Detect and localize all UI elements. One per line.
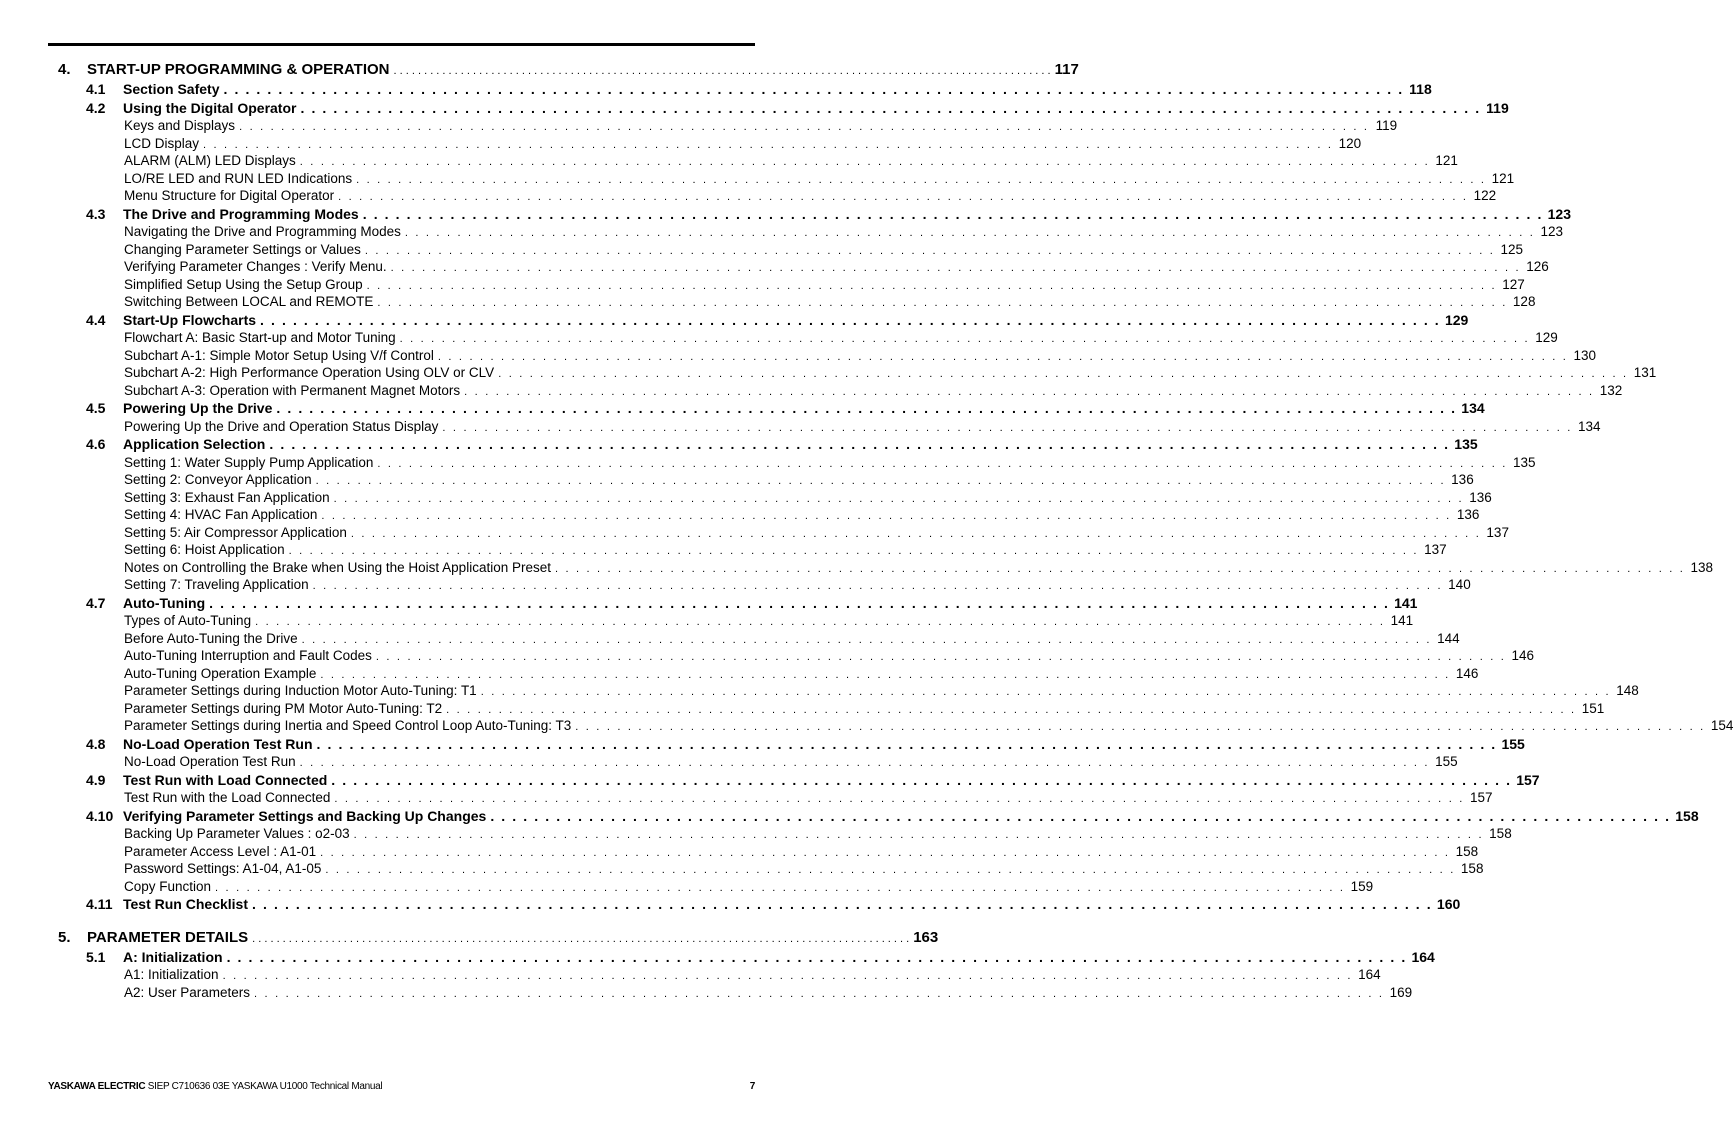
toc-page-number: 121 bbox=[1491, 170, 1515, 186]
toc-title: Auto-Tuning bbox=[123, 594, 206, 611]
toc-leader-dots: . . . . . . . . . . . . . . . . . . . . . . . . . . . . . . . . . . . . . . . . . . . . . . . . . . . . . . . . . . . . . . . . . . . . . . . . . . . . . . . . . . . . . . . . . . . . . . . . . . . . . . . . . . . . bbox=[239, 121, 1370, 133]
toc-leader-dots: . . . . . . . . . . . . . . . . . . . . . . . . . . . . . . . . . . . . . . . . . . . . . . . . . . . . . . . . . . . . . . . . . . . . . . . . . . . . . . . . . . . . . . . . . . . . . . . . . . . . . . . . . . . . bbox=[331, 771, 1512, 788]
toc-chapter-row[interactable] bbox=[58, 927, 939, 948]
toc-item-row[interactable] bbox=[58, 382, 1623, 400]
toc-item-row[interactable] bbox=[58, 700, 1605, 718]
toc-section-row[interactable] bbox=[58, 205, 1571, 224]
toc-number: 4.4 bbox=[86, 311, 106, 328]
toc-page-number: 117 bbox=[1054, 61, 1079, 78]
toc-page-number: 158 bbox=[1455, 843, 1479, 859]
toc-leader-dots: . . . . . . . . . . . . . . . . . . . . . . . . . . . . . . . . . . . . . . . . . . . . . . . . . . . . . . . . . . . . . . . . . . . . . . . . . . . . . . . . . . . . . . . . . . . . . . . . . . . . . . . . . . . . bbox=[222, 970, 1353, 982]
toc-number: 4.1 bbox=[86, 81, 106, 97]
toc-item-row[interactable] bbox=[58, 506, 1480, 524]
toc-page-number: 135 bbox=[1512, 454, 1536, 470]
toc-item-row[interactable] bbox=[58, 682, 1639, 700]
toc-page-number: 155 bbox=[1435, 754, 1458, 769]
toc-leader-dots: . . . . . . . . . . . . . . . . . . . . . . . . . . . . . . . . . . . . . . . . . . . . . . . . . . . . . . . . . . . . . . . . . . . . . . . . . . . . . . . . . . . . . . . . . . . . . . . . . . . . . . . . . . . . bbox=[315, 475, 1446, 487]
toc-title: Setting 1: Water Supply Pump Application bbox=[124, 454, 374, 470]
toc-number: 4.11 bbox=[86, 896, 113, 912]
toc-leader-dots: . . . . . . . . . . . . . . . . . . . . . . . . . . . . . . . . . . . . . . . . . . . . . . . . . . . . . . . . . . . . . . . . . . . . . . . . . . . . . . . . . . . . . . . . . . . . . . . . . . . . . . . . . . . . bbox=[437, 350, 1568, 363]
toc-page-number: 121 bbox=[1435, 153, 1458, 168]
toc-leader-dots: . . . . . . . . . . . . . . . . . . . . . . . . . . . . . . . . . . . . . . . . . . . . . . . . . . . . . . . . . . . . . . . . . . . . . . . . . . . . . . . . . . . . . . . . . . . . . . . . . . . . . . . . . . . . bbox=[399, 333, 1530, 345]
toc-title: Types of Auto-Tuning bbox=[124, 613, 252, 628]
toc-page-number: 131 bbox=[1633, 365, 1657, 380]
toc-page-number: 123 bbox=[1547, 205, 1571, 222]
toc-page-number: 169 bbox=[1389, 984, 1413, 1000]
toc-title: Flowchart A: Basic Start-up and Motor Tuning bbox=[124, 330, 396, 345]
toc-number: 4.8 bbox=[86, 735, 106, 752]
toc-title: Start-Up Flowcharts bbox=[123, 311, 257, 328]
toc-item-row[interactable] bbox=[58, 524, 1509, 542]
toc-title: LCD Display bbox=[124, 135, 200, 151]
toc-title: The Drive and Programming Modes bbox=[123, 205, 359, 222]
toc-item-row[interactable] bbox=[58, 170, 1515, 188]
toc-chapter-row[interactable] bbox=[58, 59, 1079, 80]
toc-item-row[interactable] bbox=[58, 223, 1563, 241]
toc-page-number: 136 bbox=[1456, 507, 1480, 522]
toc-page-number: 136 bbox=[1451, 472, 1474, 487]
toc-page-number: 158 bbox=[1675, 807, 1699, 824]
toc-leader-dots: . . . . . . . . . . . . . . . . . . . . . . . . . . . . . . . . . . . . . . . . . . . . . . . . . . . . . . . . . . . . . . . . . . . . . . . . . . . . . . . . . . . . . . . . . . . . . . . . . . . . . . . . . . . . bbox=[260, 311, 1441, 328]
toc-section-row[interactable] bbox=[58, 594, 1418, 613]
toc-item-row[interactable] bbox=[58, 789, 1493, 807]
toc-leader-dots: . . . . . . . . . . . . . . . . . . . . . . . . . . . . . . . . . . . . . . . . . . . . . . . . . . . . . . . . . . . . . . . . . . . . . . . . . . . . . . . . . . . . . . . . . . . . . . . . . . . . . . . . . . . . bbox=[226, 948, 1407, 965]
toc-page-number: 130 bbox=[1573, 347, 1596, 363]
toc-number: 5.1 bbox=[86, 948, 106, 965]
toc-leader-dots: . . . . . . . . . . . . . . . . . . . . . . . . . . . . . . . . . . . . . . . . . . . . . . . . . . . . . . . . . . . . . . . . . . . . . . . . . . . . . . . . . . . . . . . . . . . . . . . . . . . . . . . . . . . . bbox=[269, 436, 1450, 452]
page-footer bbox=[48, 1081, 755, 1092]
toc-page-number: 158 bbox=[1489, 826, 1512, 841]
toc-title: No-Load Operation Test Run bbox=[124, 754, 296, 769]
toc-title: START-UP PROGRAMMING & OPERATION bbox=[87, 61, 390, 78]
toc-page-number: 137 bbox=[1424, 542, 1447, 557]
toc-number: 4.10 bbox=[86, 807, 114, 824]
toc-leader-dots: . . . . . . . . . . . . . . . . . . . . . . . . . . . . . . . . . . . . . . . . . . . . . . . . . . . . . . . . . . . . . . . . . . . . . . . . . . . . . . . . . . . . . . . . . . . . . . . . . . . . . . . . . . . . bbox=[480, 686, 1611, 698]
toc-page-number: 134 bbox=[1461, 400, 1485, 416]
toc-page-number: 119 bbox=[1486, 99, 1509, 116]
toc-page-number: 158 bbox=[1460, 861, 1484, 876]
toc-number: 4.6 bbox=[86, 436, 106, 452]
toc-number: 4.2 bbox=[86, 99, 106, 116]
toc-page-number: 134 bbox=[1577, 418, 1601, 434]
toc-leader-dots: . . . . . . . . . . . . . . . . . . . . . . . . . . . . . . . . . . . . . . . . . . . . . . . . . . . . . . . . . . . . . . . . . . . . . . . . . . . . . . . . . . . . . . . . . . . . . . . . . . . . . . . . . . . . bbox=[334, 793, 1465, 805]
toc-page-number: 119 bbox=[1375, 118, 1398, 133]
toc-title: A1: Initialization bbox=[124, 967, 219, 982]
footer-doc-title: SIEP C710636 03E YASKAWA U1000 Technical Manual bbox=[145, 1081, 383, 1092]
toc-title: Setting 4: HVAC Fan Application bbox=[124, 507, 318, 522]
toc-section-row[interactable] bbox=[58, 399, 1485, 418]
toc-title: Powering Up the Drive and Operation Status Display bbox=[124, 418, 439, 434]
toc-leader-dots: . . . . . . . . . . . . . . . . . . . . . . . . . . . . . . . . . . . . . . . . . . . . . . . . . . . . . . . . . . . . . . . . . . . . . . . . . . . . . . . . . . . . . . . . . . . . . . . . . . . . . . . . . . . . bbox=[366, 279, 1497, 292]
toc-number: 4.7 bbox=[86, 594, 106, 611]
toc-page-number: 123 bbox=[1540, 224, 1563, 239]
toc-item-row[interactable] bbox=[58, 753, 1458, 771]
table-of-contents bbox=[58, 59, 1733, 1001]
toc-item-row[interactable] bbox=[58, 241, 1523, 259]
toc-item-row[interactable] bbox=[58, 541, 1447, 559]
toc-page-number: 144 bbox=[1437, 630, 1460, 646]
toc-leader-dots: . . . . . . . . . . . . . . . . . . . . . . . . . . . . . . . . . . . . . . . . . . . . . . . . . . . . . . . . . . . . . . . . . . . . . . . . . . . . . . . . . . . . . . . . . . . . . . . . . . . . . . . . . . . . bbox=[255, 616, 1386, 628]
toc-title: Setting 6: Hoist Application bbox=[124, 542, 285, 557]
toc-title: Using the Digital Operator bbox=[123, 99, 297, 116]
toc-leader-dots: . . . . . . . . . . . . . . . . . . . . . . . . . . . . . . . . . . . . . . . . . . . . . . . . . . . . . . . . . . . . . . . . . . . . . . . . . . . . . . . . . . . . . . . . . . . . . . . . . . . . . . . . . . . . bbox=[377, 457, 1508, 470]
toc-title: Switching Between LOCAL and REMOTE bbox=[124, 294, 374, 309]
toc-leader-dots: . . . . . . . . . . . . . . . . . . . . . . . . . . . . . . . . . . . . . . . . . . . . . . . . . . . . . . . . . . . . . . . . . . . . . . . . . . . . . . . . . . . . . . . . . . . . . . . . . . . . . . . . . . . . bbox=[276, 400, 1457, 416]
toc-item-row[interactable] bbox=[58, 329, 1558, 347]
toc-title: ALARM (ALM) LED Displays bbox=[124, 153, 296, 168]
toc-leader-dots: . . . . . . . . . . . . . . . . . . . . . . . . . . . . . . . . . . . . . . . . . . . . . . . . . . . . . . . . . . . . . . . . . . . . . . . . . . . . . . . . . . . . . . . . . . . . . . . . . . . . . . . . . . . . bbox=[442, 421, 1573, 434]
toc-title: Test Run with Load Connected bbox=[123, 771, 328, 788]
toc-page-number: 141 bbox=[1390, 613, 1414, 628]
toc-title: Section Safety bbox=[123, 81, 220, 97]
toc-number: 4.5 bbox=[86, 400, 106, 416]
toc-number: 4. bbox=[58, 61, 71, 78]
toc-page-number: 128 bbox=[1512, 294, 1536, 309]
toc-item-row[interactable] bbox=[58, 489, 1492, 507]
toc-leader-dots: . . . . . . . . . . . . . . . . . . . . . . . . . . . . . . . . . . . . . . . . . . . . . . . . . . . . . . . . . . . . . . . . . . . . . . . . . . . . . . . . . . . . . . . . . . . . . . . . . . . . . . . . . . . . bbox=[320, 846, 1451, 859]
toc-page-number: 135 bbox=[1454, 436, 1478, 452]
toc-item-row[interactable] bbox=[58, 576, 1471, 594]
toc-leader-dots: . . . . . . . . . . . . . . . . . . . . . . . . . . . . . . . . . . . . . . . . . . . . . . . . . . . . . . . . . . . . . . . . . . . . . . . . . . . . . . . . . . . . . . . . . . . . . . . . . . . . . . . . . . . . bbox=[362, 205, 1543, 222]
toc-item-row[interactable] bbox=[58, 630, 1460, 648]
toc-leader-dots: . . . . . . . . . . . . . . . . . . . . . . . . . . . . . . . . . . . . . . . . . . . . . . . . . . . . . . . . . . . . . . . . . . . . . . . . . . . . . . . . . . . . . . . . . . . . . . . . . . . . . . . . . . . . bbox=[301, 633, 1432, 646]
toc-page-number: 132 bbox=[1599, 382, 1623, 398]
toc-title: Setting 7: Traveling Application bbox=[124, 577, 309, 592]
toc-number: 4.9 bbox=[86, 771, 106, 788]
toc-leader-dots: . . . . . . . . . . . . . . . . . . . . . . . . . . . . . . . . . . . . . . . . . . . . . . . . . . . . . . . . . . . . . . . . . . . . . . . . . . . . . . . . . . . . . . . . . . . . . . . . . . . . . . . . . . . . bbox=[554, 562, 1686, 575]
toc-section-row[interactable] bbox=[58, 99, 1509, 118]
toc-page-number: 151 bbox=[1581, 700, 1605, 716]
toc-leader-dots: . . . . . . . . . . . . . . . . . . . . . . . . . . . . . . . . . . . . . . . . . . . . . . . . . . . . . . . . . . . . . . . . . . . . . . . . . . . . . . . . . . . . . . . . . . . . . . . . . . . . . . . . . . . . bbox=[377, 297, 1508, 309]
toc-leader-dots: . . . . . . . . . . . . . . . . . . . . . . . . . . . . . . . . . . . . . . . . . . . . . . . . . . . . . . . . . . . . . . . . . . . . . . . . . . . . . . . . . . . . . . . . . . . . . . . . . . . . . . . . . . . . bbox=[325, 864, 1456, 876]
toc-leader-dots: . . . . . . . . . . . . . . . . . . . . . . . . . . . . . . . . . . . . . . . . . . . . . . . . . . . . . . . . . . . . . . . . . . . . . . . . . . . . . . . . . . . . . . . . . . . . . . . . . . . . . . . . . . . . bbox=[350, 527, 1481, 540]
footer-brand: YASKAWA ELECTRIC bbox=[48, 1081, 146, 1092]
toc-title: Parameter Settings during Inertia and Speed Control Loop Auto-Tuning: T3 bbox=[124, 718, 572, 733]
toc-item-row[interactable] bbox=[58, 152, 1458, 170]
toc-page-number: 129 bbox=[1444, 311, 1469, 328]
toc-title: Setting 3: Exhaust Fan Application bbox=[124, 489, 330, 505]
toc-leader-dots: . . . . . . . . . . . . . . . . . . . . . . . . . . . . . . . . . . . . . . . . . . . . . . . . . . . . . . . . . . . . . . . . . . . . . . . . . . . . . . . . . . . . . . . . . . . . . . . . . . . . . . . . . . . . bbox=[446, 703, 1577, 716]
toc-number: 4.3 bbox=[86, 205, 106, 222]
toc-title: Subchart A-3: Operation with Permanent Magnet Motors bbox=[124, 382, 461, 398]
toc-page-number: 154 bbox=[1710, 718, 1733, 733]
toc-title: Test Run with the Load Connected bbox=[124, 790, 331, 805]
footer-text bbox=[48, 1081, 382, 1092]
toc-page-number: 160 bbox=[1436, 896, 1461, 912]
toc-leader-dots: . . . . . . . . . . . . . . . . . . . . . . . . . . . . . . . . . . . . . . . . . . . . . . . . . . . . . . . . . . . . . . . . . . . . . . . . . . . . . . . . . . . . . . . . . . . . . . . . . . . . . . . . . . . . bbox=[498, 368, 1629, 380]
toc-title: Navigating the Drive and Programming Modes bbox=[124, 224, 401, 239]
toc-title: Subchart A-1: Simple Motor Setup Using V/f Control bbox=[124, 347, 434, 363]
toc-leader-dots: . . . . . . . . . . . . . . . . . . . . . . . . . . . . . . . . . . . . . . . . . . . . . . . . . . . . . . . . . . . . . . . . . . . . . . . . . . . . . . . . . . . . . . . . . . . . . . . . . . . . . . . . . . . . bbox=[223, 81, 1404, 97]
toc-title: Verifying Parameter Changes : Verify Menu. bbox=[124, 259, 387, 274]
toc-section-row[interactable] bbox=[58, 311, 1469, 330]
toc-title: Before Auto-Tuning the Drive bbox=[124, 630, 298, 646]
toc-page-number: 164 bbox=[1358, 967, 1381, 982]
toc-leader-dots: . . . . . . . . . . . . . . . . . . . . . . . . . . . . . . . . . . . . . . . . . . . . . . . . . . . . . . . . . . . . . . . . . . . . . . . . . . . . . . . . . . . . . . . . . . . . . . . . . . . . . . . . . . . . bbox=[490, 807, 1671, 824]
toc-leader-dots: . . . . . . . . . . . . . . . . . . . . . . . . . . . . . . . . . . . . . . . . . . . . . . . . . . . . . . . . . . . . . . . . . . . . . . . . . . . . . . . . . . . . . . . . . . . . . . . . . . . . . . . . . . . . bbox=[299, 757, 1430, 769]
toc-title: Auto-Tuning Operation Example bbox=[124, 665, 317, 681]
top-rule bbox=[48, 43, 755, 46]
toc-page-number: 122 bbox=[1473, 188, 1497, 203]
toc-leader-dots: . . . . . . . . . . . . . . . . . . . . . . . . . . . . . . . . . . . . . . . . . . . . . . . . . . . . . . . . . . . . . . . . . . . . . . . . . . . . . . . . . . . . . . . . . . . . . . . . . . . . . . . . . . . . bbox=[333, 492, 1464, 505]
toc-page-number: 138 bbox=[1690, 559, 1714, 575]
toc-item-row[interactable] bbox=[58, 878, 1374, 896]
toc-item-row[interactable] bbox=[58, 612, 1414, 630]
toc-title: Simplified Setup Using the Setup Group bbox=[124, 276, 363, 292]
toc-leader-dots: . . . . . . . . . . . . . . . . . . . . . . . . . . . . . . . . . . . . . . . . . . . . . . . . . . . . . . . . . . . . . . . . . . . . . . . . . . . . . . . . . . . . . . . . . . . . . . . . . . . . . . . . . . . . bbox=[404, 227, 1535, 239]
toc-leader-dots: . . . . . . . . . . . . . . . . . . . . . . . . . . . . . . . . . . . . . . . . . . . . . . . . . . . . . . . . . . . . . . . . . . . . . . . . . . . . . . . . . . . . . . . . . . . . . . . . . . . . . . . . . . . . bbox=[356, 173, 1487, 186]
toc-title: Application Selection bbox=[123, 436, 266, 452]
toc-section-row[interactable] bbox=[58, 435, 1478, 454]
toc-title: Backing Up Parameter Values : o2-03 bbox=[124, 826, 350, 841]
toc-number: 5. bbox=[58, 928, 71, 946]
toc-section-row[interactable] bbox=[58, 80, 1432, 99]
toc-page-number: 155 bbox=[1501, 735, 1525, 752]
toc-leader-dots: . . . . . . . . . . . . . . . . . . . . . . . . . . . . . . . . . . . . . . . . . . . . . . . . . . . . . . . . . . . . . . . . . . . . . . . . . . . . . . . . . . . . . . . . . . . . . . . . . . . . . . . . . . . . bbox=[288, 545, 1419, 557]
toc-leader-dots: . . . . . . . . . . . . . . . . . . . . . . . . . . . . . . . . . . . . . . . . . . . . . . . . . . . . . . . . . . . . . . . . . . . . . . . . . . . . . . . . . . . . . . . . . . . . . . . . . . . . . . . . . . . . bbox=[321, 510, 1452, 522]
toc-title: No-Load Operation Test Run bbox=[123, 735, 313, 752]
toc-title: Setting 5: Air Compressor Application bbox=[124, 524, 347, 540]
toc-page-number: 136 bbox=[1469, 489, 1492, 505]
toc-item-row[interactable] bbox=[58, 187, 1497, 205]
toc-page-number: 140 bbox=[1448, 577, 1471, 592]
toc-page-number: 148 bbox=[1616, 683, 1639, 698]
toc-item-row[interactable] bbox=[58, 364, 1657, 382]
toc-title: Notes on Controlling the Brake when Using the Hoist Application Preset bbox=[124, 559, 551, 575]
toc-item-row[interactable] bbox=[58, 471, 1474, 489]
toc-title: PARAMETER DETAILS bbox=[87, 928, 249, 946]
toc-title: A2: User Parameters bbox=[124, 984, 251, 1000]
toc-page-number: 159 bbox=[1350, 878, 1374, 894]
toc-title: Parameter Access Level : A1-01 bbox=[124, 843, 317, 859]
toc-page-number: 125 bbox=[1500, 241, 1523, 257]
toc-title: Subchart A-2: High Performance Operation Using OLV or CLV bbox=[124, 365, 495, 380]
toc-item-row[interactable] bbox=[58, 843, 1479, 861]
toc-leader-dots: . . . . . . . . . . . . . . . . . . . . . . . . . . . . . . . . . . . . . . . . . . . . . . . . . . . . . . . . . . . . . . . . . . . . . . . . . . . . . . . . . . . . . . . . . . . . . . . . . . . . . . . . . . . . bbox=[209, 594, 1390, 611]
toc-page-number: 157 bbox=[1469, 790, 1493, 805]
toc-section-row[interactable] bbox=[58, 807, 1699, 826]
toc-page-number: 157 bbox=[1516, 771, 1540, 788]
page-number: 7 bbox=[749, 1081, 755, 1092]
toc-title: Parameter Settings during PM Motor Auto-Tuning: T2 bbox=[124, 700, 443, 716]
toc-leader-dots: . . . . . . . . . . . . . . . . . . . . . . . . . . . . . . . . . . . . . . . . . . . . . . . . . . . . . . . . . . . . . . . . . . . . . . . . . . . . . . . . . . . . . . . . . . . . . . . . . . . . . . . . . . . . bbox=[316, 735, 1497, 752]
toc-page-number: 129 bbox=[1535, 330, 1558, 345]
toc-item-row[interactable] bbox=[58, 135, 1362, 153]
toc-page-number: 137 bbox=[1486, 524, 1509, 540]
toc-item-row[interactable] bbox=[58, 825, 1512, 843]
toc-leader-dots: . . . . . . . . . . . . . . . . . . . . . . . . . . . . . . . . . . . . . . . . . . . . . . . . . . . . . . . . . . . . . . . . . . . . . . . . . . . . . . . . . . . . . . . . . . . . . . . . . . . . . . . . . . . . bbox=[353, 829, 1484, 841]
toc-section-row[interactable] bbox=[58, 735, 1525, 754]
toc-item-row[interactable] bbox=[58, 418, 1601, 436]
toc-leader-dots: . . . . . . . . . . . . . . . . . . . . . . . . . . . . . . . . . . . . . . . . . . . . . . . . . . . . . . . . . . . . . . . . . . . . . . . . . . . . . . . . . . . . . . . . . . . . . . . . . . . . . . . . . . . . bbox=[252, 932, 910, 945]
toc-title: Parameter Settings during Induction Motor Auto-Tuning: T1 bbox=[124, 683, 477, 698]
toc-item-row[interactable] bbox=[58, 293, 1536, 311]
toc-item-row[interactable] bbox=[58, 117, 1398, 135]
toc-leader-dots: . . . . . . . . . . . . . . . . . . . . . . . . . . . . . . . . . . . . . . . . . . . . . . . . . . . . . . . . . . . . . . . . . . . . . . . . . . . . . . . . . . . . . . . . . . . . . . . . . . . . . . . . . . . . bbox=[464, 385, 1595, 398]
toc-item-row[interactable] bbox=[58, 454, 1536, 472]
toc-item-row[interactable] bbox=[58, 717, 1733, 735]
toc-title: Powering Up the Drive bbox=[123, 400, 273, 416]
toc-item-row[interactable] bbox=[58, 860, 1484, 878]
toc-leader-dots: . . . . . . . . . . . . . . . . . . . . . . . . . . . . . . . . . . . . . . . . . . . . . . . . . . . . . . . . . . . . . . . . . . . . . . . . . . . . . . . . . . . . . . . . . . . . . . . . . . . . . . . . . . . . bbox=[375, 651, 1506, 663]
toc-page-number: 127 bbox=[1502, 276, 1525, 292]
toc-title: LO/RE LED and RUN LED Indications bbox=[124, 170, 353, 186]
toc-page-number: 164 bbox=[1411, 948, 1435, 965]
toc-leader-dots: . . . . . . . . . . . . . . . . . . . . . . . . . . . . . . . . . . . . . . . . . . . . . . . . . . . . . . . . . . . . . . . . . . . . . . . . . . . . . . . . . . . . . . . . . . . . . . . . . . . . . . . . . . . . bbox=[300, 99, 1481, 116]
toc-leader-dots: . . . . . . . . . . . . . . . . . . . . . . . . . . . . . . . . . . . . . . . . . . . . . . . . . . . . . . . . . . . . . . . . . . . . . . . . . . . . . . . . . . . . . . . . . . . . . . . . . . . . . . . . . . . . bbox=[252, 896, 1433, 912]
toc-title: Keys and Displays bbox=[124, 118, 236, 133]
toc-item-row[interactable] bbox=[58, 559, 1714, 577]
toc-leader-dots: . . . . . . . . . . . . . . . . . . . . . . . . . . . . . . . . . . . . . . . . . . . . . . . . . . . . . . . . . . . . . . . . . . . . . . . . . . . . . . . . . . . . . . . . . . . . . . . . . . . . . . . . . . . . bbox=[203, 138, 1334, 151]
toc-leader-dots: . . . . . . . . . . . . . . . . . . . . . . . . . . . . . . . . . . . . . . . . . . . . . . . . . . . . . . . . . . . . . . . . . . . . . . . . . . . . . . . . . . . . . . . . . . . . . . . . . . . . . . . . . . . . bbox=[575, 721, 1706, 733]
toc-item-row[interactable] bbox=[58, 647, 1534, 665]
toc-item-row[interactable] bbox=[58, 984, 1413, 1002]
toc-page-number: 163 bbox=[913, 928, 939, 946]
toc-leader-dots: . . . . . . . . . . . . . . . . . . . . . . . . . . . . . . . . . . . . . . . . . . . . . . . . . . . . . . . . . . . . . . . . . . . . . . . . . . . . . . . . . . . . . . . . . . . . . . . . . . . . . . . . . . . . bbox=[299, 156, 1430, 168]
toc-title: Changing Parameter Settings or Values bbox=[124, 241, 361, 257]
toc-leader-dots: . . . . . . . . . . . . . . . . . . . . . . . . . . . . . . . . . . . . . . . . . . . . . . . . . . . . . . . . . . . . . . . . . . . . . . . . . . . . . . . . . . . . . . . . . . . . . . . . . . . . . . . . . . . . bbox=[364, 244, 1495, 257]
toc-title: A: Initialization bbox=[123, 948, 223, 965]
toc-section-row[interactable] bbox=[58, 895, 1461, 914]
toc-item-row[interactable] bbox=[58, 665, 1479, 683]
toc-page-number: 120 bbox=[1338, 135, 1362, 151]
toc-leader-dots: . . . . . . . . . . . . . . . . . . . . . . . . . . . . . . . . . . . . . . . . . . . . . . . . . . . . . . . . . . . . . . . . . . . . . . . . . . . . . . . . . . . . . . . . . . . . . . . . . . . . . . . . . . . . bbox=[312, 580, 1443, 592]
toc-title: Setting 2: Conveyor Application bbox=[124, 472, 312, 487]
toc-title: Password Settings: A1-04, A1-05 bbox=[124, 861, 322, 876]
toc-item-row[interactable] bbox=[58, 966, 1381, 984]
toc-leader-dots: . . . . . . . . . . . . . . . . . . . . . . . . . . . . . . . . . . . . . . . . . . . . . . . . . . . . . . . . . . . . . . . . . . . . . . . . . . . . . . . . . . . . . . . . . . . . . . . . . . . . . . . . . . . . bbox=[390, 262, 1521, 274]
toc-leader-dots: . . . . . . . . . . . . . . . . . . . . . . . . . . . . . . . . . . . . . . . . . . . . . . . . . . . . . . . . . . . . . . . . . . . . . . . . . . . . . . . . . . . . . . . . . . . . . . . . . . . . . . . . . . . . bbox=[254, 987, 1385, 1000]
toc-section-row[interactable] bbox=[58, 948, 1435, 967]
toc-title: Verifying Parameter Settings and Backing Up Changes bbox=[123, 807, 487, 824]
toc-item-row[interactable] bbox=[58, 258, 1549, 276]
toc-section-row[interactable] bbox=[58, 771, 1540, 790]
toc-page-number: 118 bbox=[1409, 81, 1432, 97]
toc-leader-dots: . . . . . . . . . . . . . . . . . . . . . . . . . . . . . . . . . . . . . . . . . . . . . . . . . . . . . . . . . . . . . . . . . . . . . . . . . . . . . . . . . . . . . . . . . . . . . . . . . . . . . . . . . . . . bbox=[338, 191, 1469, 203]
toc-title: Test Run Checklist bbox=[123, 896, 248, 912]
toc-leader-dots: . . . . . . . . . . . . . . . . . . . . . . . . . . . . . . . . . . . . . . . . . . . . . . . . . . . . . . . . . . . . . . . . . . . . . . . . . . . . . . . . . . . . . . . . . . . . . . . . . . . . . . . . . . . . bbox=[393, 65, 1051, 77]
toc-item-row[interactable] bbox=[58, 347, 1596, 365]
toc-page-number: 146 bbox=[1511, 648, 1534, 663]
toc-title: Auto-Tuning Interruption and Fault Codes bbox=[124, 648, 372, 663]
toc-page-number: 146 bbox=[1455, 665, 1479, 681]
toc-title: Copy Function bbox=[124, 878, 212, 894]
toc-leader-dots: . . . . . . . . . . . . . . . . . . . . . . . . . . . . . . . . . . . . . . . . . . . . . . . . . . . . . . . . . . . . . . . . . . . . . . . . . . . . . . . . . . . . . . . . . . . . . . . . . . . . . . . . . . . . bbox=[215, 881, 1346, 894]
toc-item-row[interactable] bbox=[58, 276, 1525, 294]
toc-page-number: 126 bbox=[1526, 259, 1549, 274]
toc-page-number: 141 bbox=[1394, 594, 1418, 611]
toc-leader-dots: . . . . . . . . . . . . . . . . . . . . . . . . . . . . . . . . . . . . . . . . . . . . . . . . . . . . . . . . . . . . . . . . . . . . . . . . . . . . . . . . . . . . . . . . . . . . . . . . . . . . . . . . . . . . bbox=[320, 668, 1451, 681]
toc-title: Menu Structure for Digital Operator bbox=[124, 188, 335, 203]
